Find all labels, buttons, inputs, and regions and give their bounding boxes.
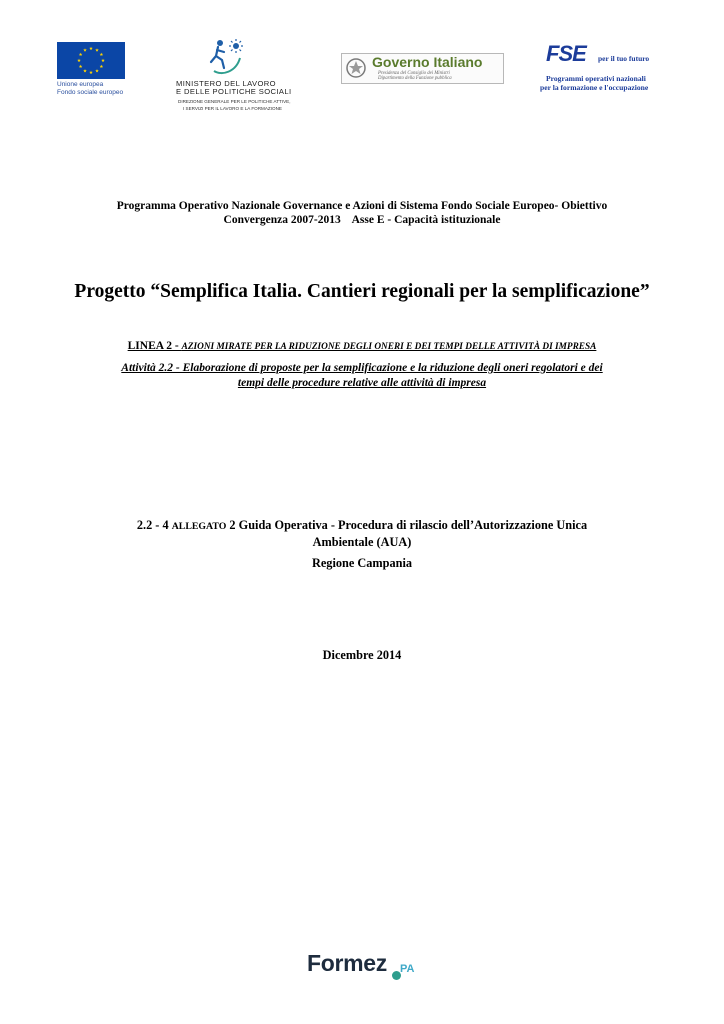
ministero-direzione-line1: DIREZIONE GENERALE PER LE POLITICHE ATTIVE, — [178, 99, 291, 104]
eu-star-icon — [100, 53, 104, 56]
programma-line2-text: Convergenza 2007-2013 Asse E - Capacità istituzionale — [223, 214, 501, 226]
linea-heading — [0, 340, 724, 352]
regione-label: Regione Campania — [311, 556, 413, 570]
eu-star-icon — [79, 53, 83, 56]
governo-title: Governo Italiano — [372, 54, 483, 70]
eu-star-icon — [101, 59, 105, 62]
eu-logo-line2: Fondo sociale europeo — [57, 89, 124, 96]
ministero-runner-icon — [206, 38, 246, 76]
linea-text: AZIONI MIRATE PER LA RIDUZIONE DEGLI ONERI E DEI TEMPI DELLE ATTIVITÀ DI IMPRESA — [181, 342, 597, 352]
formez-pa-logo — [307, 950, 427, 990]
eu-logo — [57, 42, 127, 98]
eu-logo-line1: Unione europea — [57, 81, 104, 88]
guida-heading-line2: Ambientale (AUA) — [312, 535, 412, 549]
fse-line2: per la formazione e l'occupazione — [540, 83, 649, 92]
page-title: Progetto “Semplifica Italia. Cantieri regionali per la semplificazione” — [74, 281, 650, 302]
guida-number: 2.2 - 4 — [136, 518, 172, 532]
fse-line1: Programmi operativi nazionali — [546, 74, 646, 83]
italian-emblem-icon — [345, 56, 367, 80]
attivita-line1: Attività 2.2 - Elaborazione di proposte per la semplificazione e la riduzione degli oneri regolatori e dei — [121, 362, 603, 374]
ministero-logo — [168, 38, 298, 116]
eu-flag-icon — [57, 42, 125, 79]
guida-allegato: ALLEGATO — [171, 521, 227, 532]
formez-suffix: PA — [400, 963, 415, 975]
governo-sub1: Presidenza del Consiglio dei Ministri — [378, 71, 450, 76]
ministero-name-line1: MINISTERO DEL LAVORO — [176, 79, 276, 88]
fse-tagline: per il tuo futuro — [598, 54, 650, 63]
governo-italiano-logo — [341, 53, 504, 84]
ministero-direzione-line2: I SERVIZI PER IL LAVORO E LA FORMAZIONE — [183, 106, 282, 111]
programma-line2 — [0, 214, 724, 226]
eu-logo-caption — [57, 81, 127, 97]
ministero-name-line2: E DELLE POLITICHE SOCIALI — [176, 87, 292, 96]
eu-star-icon — [89, 71, 93, 74]
eu-star-icon — [89, 47, 93, 50]
guida-heading — [0, 518, 724, 533]
eu-star-icon — [83, 69, 87, 72]
eu-star-icon — [100, 65, 104, 68]
eu-star-icon — [79, 65, 83, 68]
document-date: Dicembre 2014 — [322, 648, 402, 662]
formez-brand: Formez — [307, 950, 387, 976]
eu-star-icon — [95, 48, 99, 51]
fse-logo — [540, 43, 670, 98]
eu-star-icon — [83, 48, 87, 51]
governo-sub2: Dipartimento della Funzione pubblica — [378, 76, 452, 81]
eu-star-icon — [77, 59, 81, 62]
programma-line1: Programma Operativo Nazionale Governance e Azioni di Sistema Fondo Sociale Europeo- Obiettivo — [116, 200, 608, 212]
linea-prefix: LINEA 2 - — [127, 340, 182, 352]
guida-title-rest: 2 Guida Operativa - Procedura di rilascio dell’Autorizzazione Unica — [226, 518, 588, 532]
fse-mark: FSE — [546, 41, 586, 66]
attivita-line2: tempi delle procedure relative alle attività di impresa — [237, 377, 487, 389]
eu-star-icon — [95, 69, 99, 72]
